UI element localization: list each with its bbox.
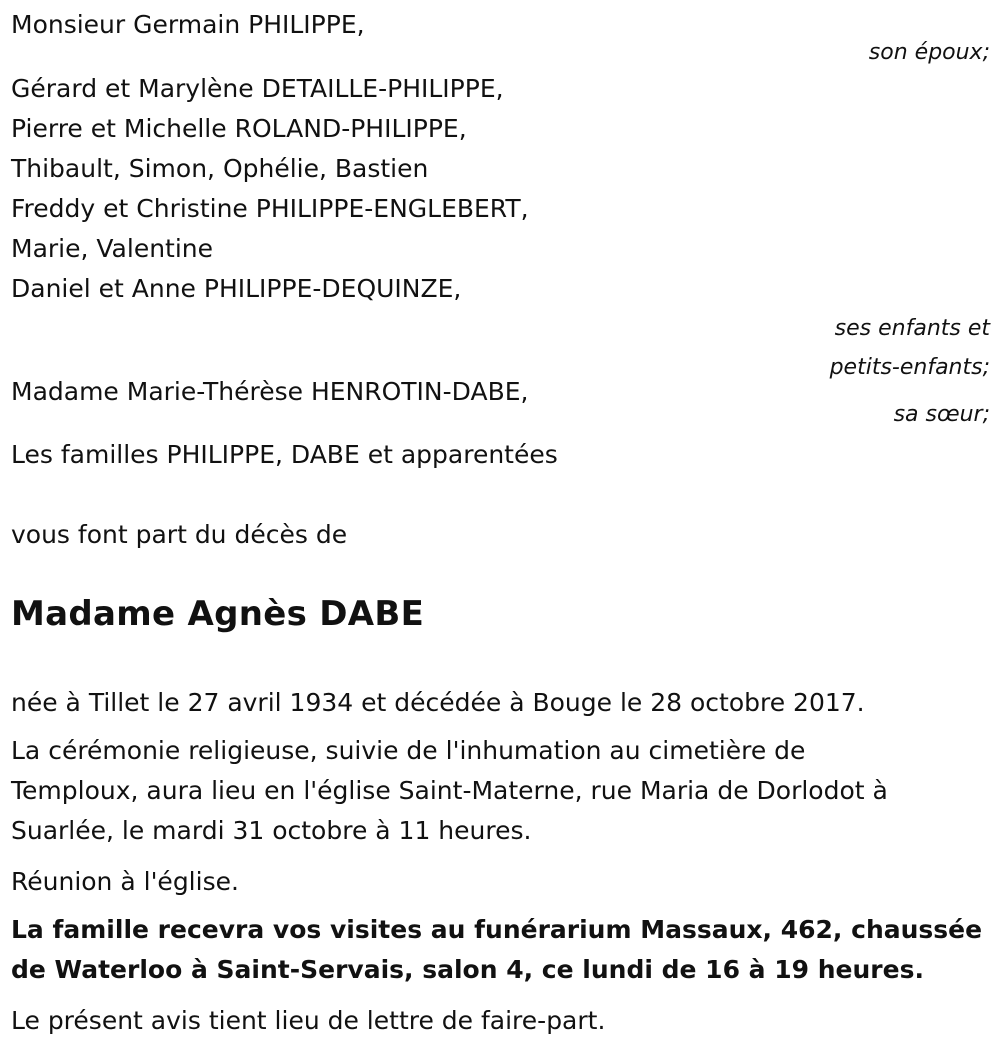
deceased-name: Madame Agnès DABE: [11, 594, 425, 634]
children-relation-1: ses enfants et: [834, 316, 990, 341]
children-section: [11, 69, 990, 387]
visits-line: de Waterloo à Saint-Servais, salon 4, ce lundi de 16 à 19 heures.: [11, 955, 924, 984]
announce-section: [11, 515, 990, 555]
sister-relation: sa sœur;: [893, 402, 990, 427]
sister-section: [11, 372, 990, 434]
spouse-name: Monsieur Germain PHILIPPE,: [11, 10, 365, 39]
ceremony-line: Suarlée, le mardi 31 octobre à 11 heures.: [11, 816, 532, 845]
visits-line: La famille recevra vos visites au funérarium Massaux, 462, chaussée: [11, 915, 983, 944]
children-line: Marie, Valentine: [11, 234, 214, 263]
ceremony-line: Temploux, aura lieu en l'église Saint-Materne, rue Maria de Dorlodot à: [11, 776, 888, 805]
birth-death-line: née à Tillet le 27 avril 1934 et décédée à Bouge le 28 octobre 2017.: [11, 688, 865, 717]
ceremony-line: La cérémonie religieuse, suivie de l'inhumation au cimetière de: [11, 736, 806, 765]
spouse-section: [11, 5, 990, 72]
children-line: Gérard et Marylène DETAILLE-PHILIPPE,: [11, 74, 504, 103]
deceased-section: [11, 591, 990, 637]
closing-line: Le présent avis tient lieu de lettre de faire-part.: [11, 1006, 606, 1035]
closing-section: [11, 1001, 990, 1041]
birth-death-section: [11, 683, 990, 723]
visits-section: [11, 910, 990, 990]
death-notice: [11, 0, 990, 1055]
children-line: Daniel et Anne PHILIPPE-DEQUINZE,: [11, 274, 462, 303]
ceremony-section: [11, 731, 990, 851]
children-line: Freddy et Christine PHILIPPE-ENGLEBERT,: [11, 194, 529, 223]
children-relation-2: petits-enfants;: [829, 355, 990, 380]
families-section: [11, 435, 990, 475]
meeting-line: Réunion à l'église.: [11, 867, 239, 896]
children-line: Thibault, Simon, Ophélie, Bastien: [11, 154, 429, 183]
families-line: Les familles PHILIPPE, DABE et apparentées: [11, 440, 558, 469]
sister-name: Madame Marie-Thérèse HENROTIN-DABE,: [11, 377, 529, 406]
meeting-section: [11, 862, 990, 902]
spouse-relation: son époux;: [868, 40, 990, 65]
children-line: Pierre et Michelle ROLAND-PHILIPPE,: [11, 114, 467, 143]
announce-line: vous font part du décès de: [11, 520, 348, 549]
